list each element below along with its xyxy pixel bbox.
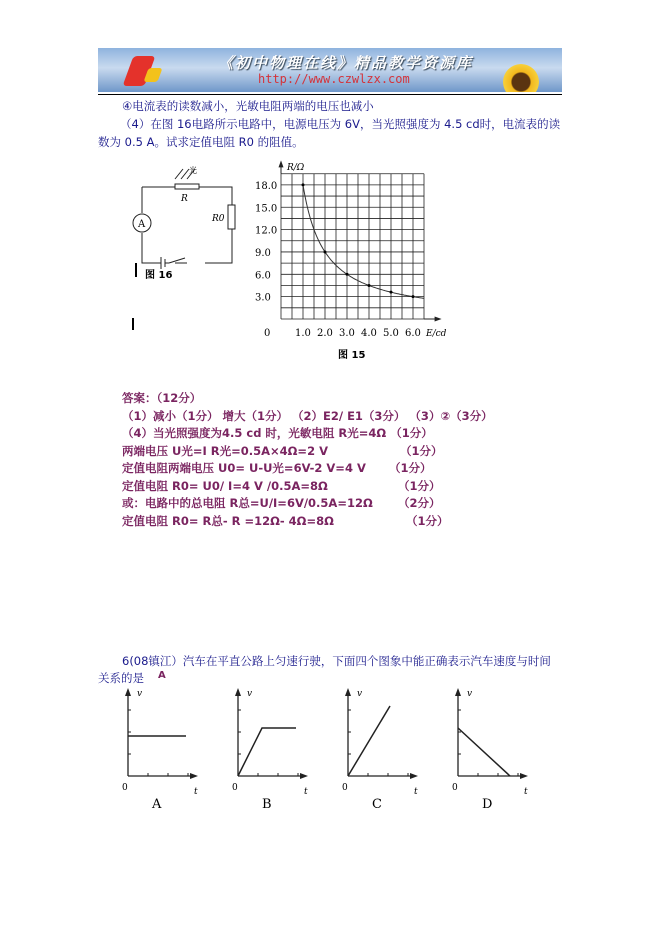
v-label: v bbox=[137, 689, 143, 699]
answer-line: （4）当光照强度为4.5 cd 时，光敏电阻 R光=4Ω （1分） bbox=[122, 426, 433, 440]
zero-label: 0 bbox=[342, 783, 348, 793]
v-axis-arrow bbox=[345, 688, 351, 696]
y-tick-label: 6.0 bbox=[255, 270, 271, 282]
score-label: （1分） bbox=[406, 514, 449, 528]
velocity-line bbox=[348, 706, 390, 776]
x-tick-label: 2.0 bbox=[317, 328, 333, 339]
y-tick-label: 12.0 bbox=[255, 225, 278, 237]
x-axis-label: E/cd bbox=[426, 329, 447, 339]
v-axis-arrow bbox=[235, 688, 241, 696]
zero-label: 0 bbox=[232, 783, 238, 793]
x-tick-label: 5.0 bbox=[383, 328, 399, 339]
ammeter-label: A bbox=[138, 219, 146, 230]
v-label: v bbox=[357, 689, 363, 699]
light-label: 光 bbox=[189, 166, 197, 175]
zero-label: 0 bbox=[452, 783, 458, 793]
t-label: t bbox=[524, 787, 528, 797]
resistance-light-graph bbox=[250, 160, 455, 345]
x-tick-label: 1.0 bbox=[295, 328, 311, 339]
t-label: t bbox=[304, 787, 308, 797]
resistance-curve bbox=[303, 185, 424, 299]
figure16-caption: 图 16 bbox=[145, 270, 173, 281]
y-axis-arrow bbox=[279, 160, 284, 167]
t-label: t bbox=[194, 787, 198, 797]
velocity-time-graph-A bbox=[112, 684, 212, 814]
x-tick-label: 6.0 bbox=[405, 328, 421, 339]
question6-line1: 6(08镇江）汽车在平直公路上匀速行驶，下面四个图象中能正确表示汽车速度与时间 bbox=[122, 654, 551, 668]
v-axis-arrow bbox=[455, 688, 461, 696]
banner-url[interactable]: http://www.czwlzx.com bbox=[258, 72, 410, 86]
answer-line: 答案：（12分） bbox=[122, 391, 202, 405]
v-axis-arrow bbox=[125, 688, 131, 696]
x-axis-arrow bbox=[435, 317, 442, 322]
answer-line: 定值电阻 R0= R总- R =12Ω- 4Ω=8Ω bbox=[122, 514, 334, 528]
zero-label: 0 bbox=[122, 783, 128, 793]
t-axis-arrow bbox=[190, 773, 198, 779]
y-tick-label: 18.0 bbox=[255, 180, 278, 192]
option-label: B bbox=[262, 797, 272, 812]
option-label: C bbox=[372, 797, 382, 812]
figure15-caption: 图 15 bbox=[338, 350, 366, 361]
banner-title: 《初中物理在线》精品教学资源库 bbox=[218, 54, 474, 72]
t-axis-arrow bbox=[300, 773, 308, 779]
answer-line: 定值电阻 R0= U0/ I=4 V /0.5A=8Ω bbox=[122, 479, 328, 493]
velocity-time-graph-B bbox=[222, 684, 322, 814]
data-point bbox=[412, 295, 415, 298]
score-label: （1分） bbox=[389, 461, 432, 475]
question6-answer: A bbox=[158, 670, 166, 681]
data-point bbox=[324, 250, 327, 253]
score-label: （1分） bbox=[398, 479, 441, 493]
resistor-r0-label: R0 bbox=[212, 214, 225, 224]
v-label: v bbox=[467, 689, 473, 699]
data-point bbox=[302, 183, 305, 186]
data-point bbox=[346, 273, 349, 276]
origin-label: 0 bbox=[264, 328, 271, 339]
question6-line2: 关系的是 bbox=[98, 671, 144, 685]
option-label: D bbox=[482, 797, 493, 812]
v-label: v bbox=[247, 689, 253, 699]
velocity-line bbox=[458, 728, 510, 776]
t-axis-arrow bbox=[410, 773, 418, 779]
y-tick-label: 15.0 bbox=[255, 203, 278, 215]
score-label: （2分） bbox=[398, 496, 441, 510]
cursor-mark bbox=[132, 318, 134, 330]
answer-line: 两端电压 U光=I R光=0.5A×4Ω=2 V bbox=[122, 444, 328, 458]
intro-line: 数为 0.5 A。试求定值电阻 R0 的阻值。 bbox=[98, 135, 304, 149]
velocity-time-graph-D bbox=[442, 684, 542, 814]
intro-line: ④电流表的读数减小，光敏电阻两端的电压也减小 bbox=[122, 99, 374, 113]
circuit-diagram bbox=[125, 165, 245, 285]
data-point bbox=[368, 284, 371, 287]
answer-line: （1）减小（1分） 增大（1分） （2）E2/ E1（3分） （3）②（3分） bbox=[122, 409, 493, 423]
x-tick-label: 3.0 bbox=[339, 328, 355, 339]
sunflower-image bbox=[503, 64, 539, 92]
answer-line: 或：电路中的总电阻 R总=U/I=6V/0.5A=12Ω bbox=[122, 496, 373, 510]
velocity-time-graph-C bbox=[332, 684, 432, 814]
x-tick-label: 4.0 bbox=[361, 328, 377, 339]
y-axis-label: R/Ω bbox=[287, 163, 305, 173]
velocity-line bbox=[238, 728, 296, 776]
t-axis-arrow bbox=[520, 773, 528, 779]
resistor-r-label: R bbox=[181, 194, 188, 204]
y-tick-label: 3.0 bbox=[255, 292, 271, 304]
score-label: （1分） bbox=[400, 444, 443, 458]
t-label: t bbox=[414, 787, 418, 797]
site-banner bbox=[98, 48, 562, 92]
data-point bbox=[390, 291, 393, 294]
answer-line: 定值电阻两端电压 U0= U-U光=6V-2 V=4 V bbox=[122, 461, 366, 475]
intro-line: （4）在图 16电路所示电路中，电源电压为 6V，当光照强度为 4.5 cd时，电流表的读 bbox=[120, 117, 561, 131]
header-rule bbox=[98, 94, 562, 95]
y-tick-label: 9.0 bbox=[255, 247, 271, 259]
option-label: A bbox=[152, 797, 162, 812]
